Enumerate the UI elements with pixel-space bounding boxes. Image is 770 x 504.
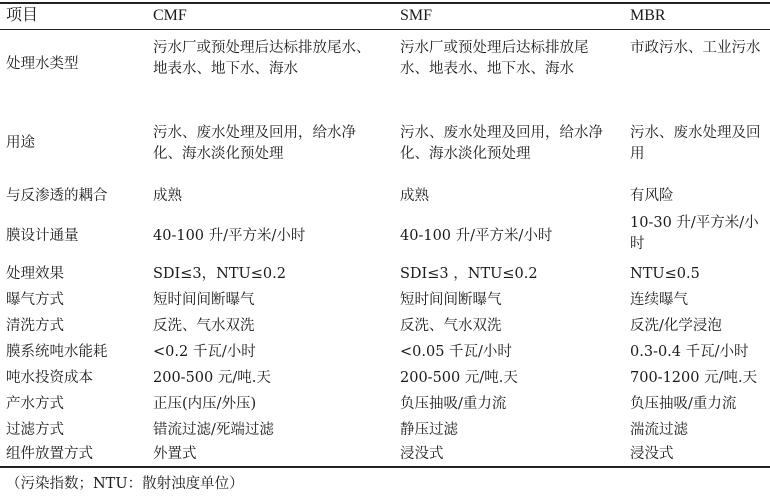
cell-smf: 污水厂或预处理后达标排放尾水、地表水、地下水、海水	[400, 40, 589, 77]
cell-smf: 浸没式	[400, 446, 444, 462]
table-footnote: （污染指数；NTU：散射浊度单位）	[6, 476, 244, 492]
row-label: 过滤方式	[6, 422, 64, 438]
table-header-rule	[0, 29, 770, 30]
cell-cmf: 错流过滤/死端过滤	[153, 422, 274, 438]
row-label: 处理效果	[6, 266, 64, 282]
row-label: 膜系统吨水能耗	[6, 344, 108, 360]
cell-cmf: 短时间间断曝气	[153, 292, 255, 308]
row-label: 产水方式	[6, 396, 64, 412]
row-label: 用途	[6, 135, 35, 151]
cell-mbr: 浸没式	[630, 446, 674, 462]
cell-cmf: 污水、废水处理及回用，给水净化、海水淡化预处理	[153, 125, 356, 162]
cell-mbr: 有风险	[630, 188, 674, 204]
cell-mbr: 10-30 升/平方米/小时	[630, 215, 759, 252]
header-smf: SMF	[400, 7, 433, 24]
row-label: 膜设计通量	[6, 228, 79, 244]
cell-smf: 成熟	[400, 188, 429, 204]
cell-smf: SDI≤3 ，NTU≤0.2	[400, 266, 538, 282]
cell-cmf: 反洗、气水双洗	[153, 318, 255, 334]
cell-mbr: 负压抽吸/重力流	[630, 396, 737, 412]
cell-smf: <0.05 千瓦/小时	[400, 344, 512, 360]
row-label: 曝气方式	[6, 292, 64, 308]
cell-mbr: 市政污水、工业污水	[630, 40, 761, 56]
cell-smf: 200-500 元/吨.天	[400, 370, 518, 386]
cell-smf: 反洗、气水双洗	[400, 318, 502, 334]
cell-mbr: 湍流过滤	[630, 422, 688, 438]
cell-mbr: 0.3-0.4 千瓦/小时	[630, 344, 749, 360]
header-item: 项目	[6, 7, 39, 24]
table-bottom-rule	[0, 466, 770, 468]
cell-cmf: 40-100 升/平方米/小时	[153, 228, 306, 244]
cell-smf: 40-100 升/平方米/小时	[400, 228, 553, 244]
cell-smf: 污水、废水处理及回用，给水净化、海水淡化预处理	[400, 125, 603, 162]
cell-smf: 静压过滤	[400, 422, 458, 438]
cell-mbr: 连续曝气	[630, 292, 688, 308]
row-label: 吨水投资成本	[6, 370, 93, 386]
cell-cmf: 污水厂或预处理后达标排放尾水、地表水、地下水、海水	[153, 40, 371, 77]
cell-cmf: 200-500 元/吨.天	[153, 370, 271, 386]
cell-cmf: 成熟	[153, 188, 182, 204]
table-top-rule	[0, 2, 770, 4]
header-cmf: CMF	[153, 7, 187, 24]
cell-mbr: 污水、废水处理及回用	[630, 125, 761, 162]
row-label: 与反渗透的耦合	[6, 188, 108, 204]
row-label: 清洗方式	[6, 318, 64, 334]
cell-smf: 短时间间断曝气	[400, 292, 502, 308]
cell-mbr: 反洗/化学浸泡	[630, 318, 722, 334]
row-label: 处理水类型	[6, 56, 79, 72]
cell-smf: 负压抽吸/重力流	[400, 396, 507, 412]
row-label: 组件放置方式	[6, 446, 93, 462]
cell-mbr: 700-1200 元/吨.天	[630, 370, 758, 386]
cell-cmf: SDI≤3，NTU≤0.2	[153, 266, 286, 282]
cell-cmf: 外置式	[153, 446, 197, 462]
cell-mbr: NTU≤0.5	[630, 266, 700, 282]
header-mbr: MBR	[630, 7, 666, 24]
cell-cmf: 正压(内压/外压)	[153, 396, 257, 412]
cell-cmf: <0.2 千瓦/小时	[153, 344, 256, 360]
